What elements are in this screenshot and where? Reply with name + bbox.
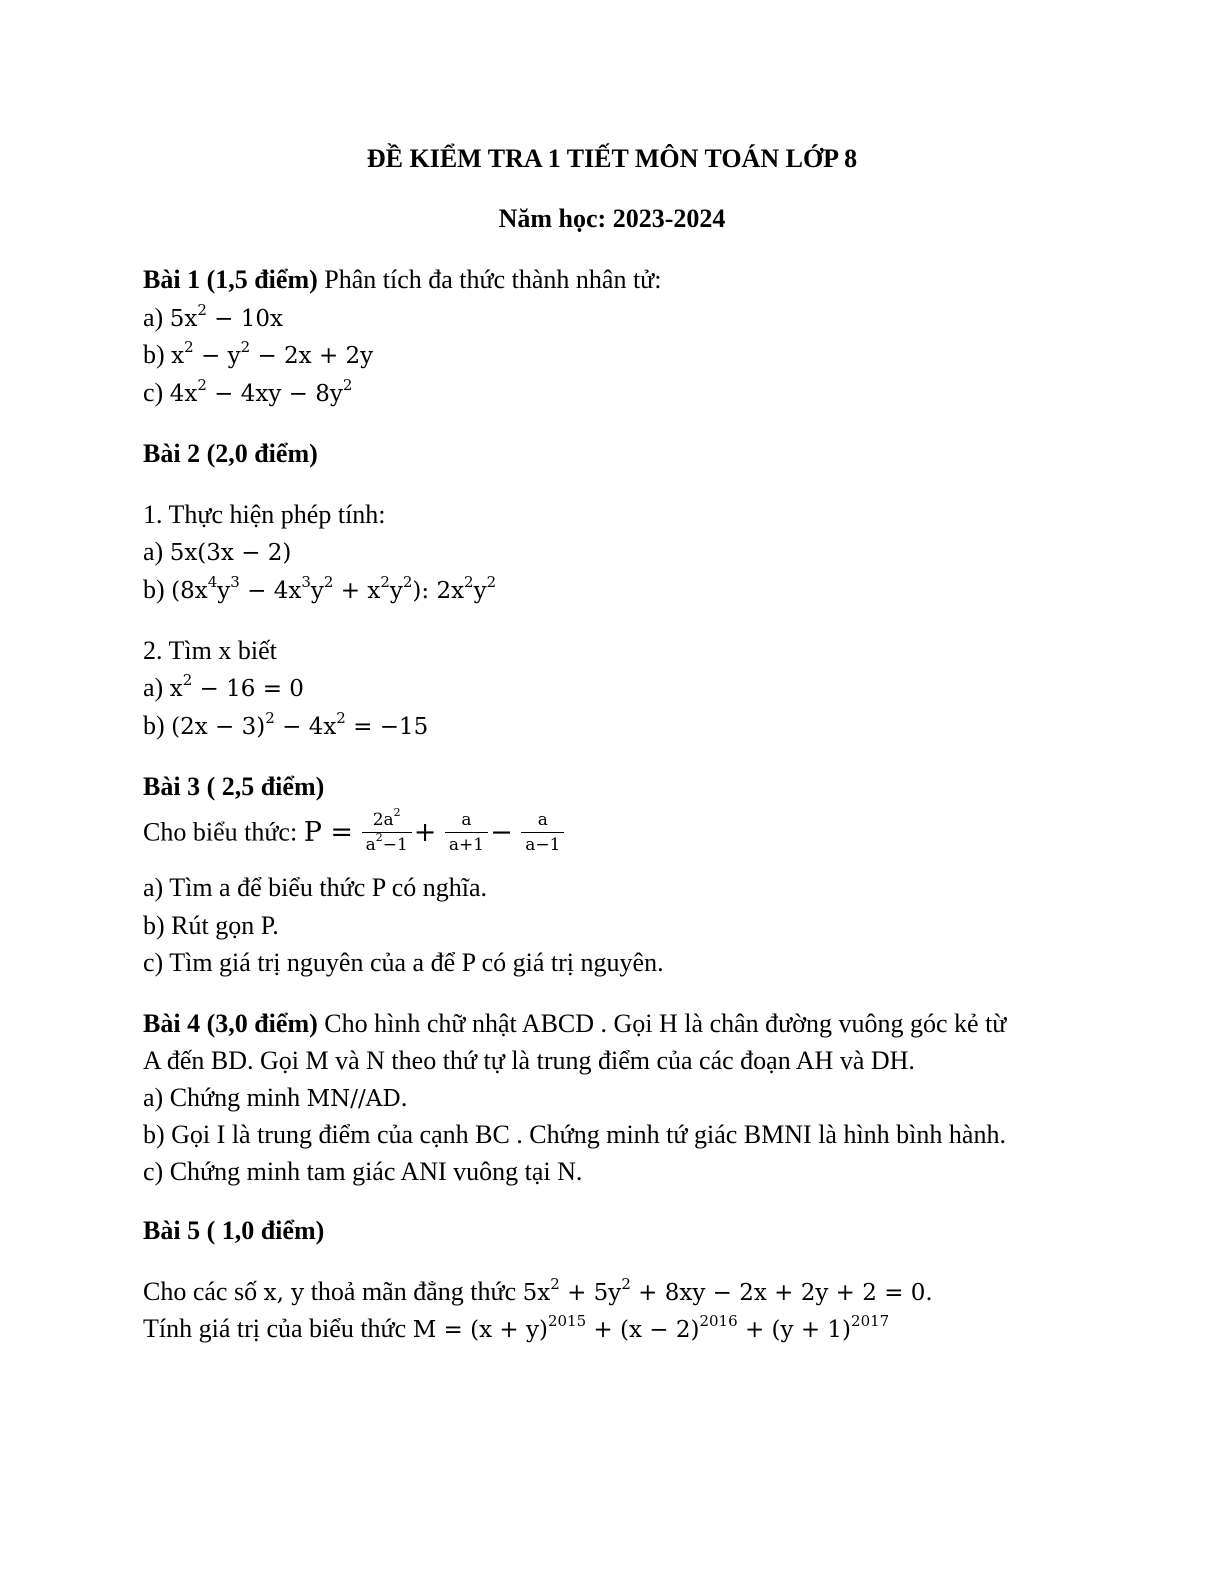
math-expr: 5x(3x − 2) — [169, 540, 292, 566]
bai3-a: a) Tìm a để biểu thức P có nghĩa. — [143, 873, 488, 902]
math-expr: MN//AD — [306, 1086, 401, 1112]
bai4-c: c) Chứng minh tam giác ANI vuông tại N. — [143, 1157, 583, 1186]
bai3-b: b) Rút gọn P. — [143, 911, 279, 940]
bai2-heading-line — [143, 439, 318, 469]
math-expr: $x^2 - 16 = 0$ — [169, 671, 304, 702]
bai3-c: c) Tìm giá trị nguyên của a để P có giá trị nguyên. — [143, 948, 664, 977]
math-expr: P = — [303, 817, 354, 848]
bai5-line1: Cho các số x, y thoả mãn đẳng thức $5x^2 + 5y^2 + 8xy - 2x + 2y + 2 = 0$. — [143, 1275, 933, 1306]
bai1-heading-line — [143, 265, 662, 295]
exam-title: ĐỀ KIỂM TRA 1 TIẾT MÔN TOÁN LỚP 8 — [366, 144, 858, 173]
bai4-a: a) Chứng minh MN//AD. — [143, 1083, 408, 1112]
bai3-expression-line: Cho biểu thức: P = $\frac{2a^2}{a^2-1}$ + $\frac{a}{a+1}$ − $\frac{a}{a-1}$ — [143, 810, 566, 855]
math-expr: $5x^2 - 10x$ — [169, 301, 283, 332]
bai2-2a: a) $x^2 - 16 = 0$ — [143, 671, 304, 702]
math-expr: $5x^2 + 5y^2 + 8xy - 2x + 2y + 2 = 0$. — [522, 1275, 933, 1306]
bai1-c: c) $4x^2 - 4xy - 8y^2$ — [143, 376, 353, 407]
bai4-line1: Bài 4 (3,0 điểm) Cho hình chữ nhật ABCD . Gọi H là chân đường vuông góc kẻ từ — [143, 1009, 1007, 1038]
math-expr: $(8x^4y^3 - 4x^3y^2 + x^2y^2)$: $2x^2y^2$ — [171, 573, 497, 604]
bai1-a: a) $5x^2 - 10x$ — [143, 301, 283, 332]
bai4-b: b) Gọi I là trung điểm của cạnh BC . Chứng minh tứ giác BMNI là hình bình hành. — [143, 1120, 1006, 1149]
bai4-line2: A đến BD. Gọi M và N theo thứ tự là trung điểm của các đoạn AH và DH. — [143, 1046, 915, 1075]
bai2-2b: b) $(2x - 3)^2 - 4x^2 = -15$ — [143, 709, 429, 740]
math-expr: $(2x - 3)^2 - 4x^2 = -15$ — [171, 709, 429, 740]
math-expr: $M = (x + y)^{2015} + (x - 2)^{2016} + (y + 1)^{2017}$ — [412, 1312, 890, 1343]
fraction: $\frac{a}{a+1}$ — [445, 810, 488, 855]
fraction: $\frac{2a^2}{a^2-1}$ — [362, 810, 412, 855]
bai2-1a: a) 5x(3x − 2) — [143, 537, 292, 566]
math-expr: $4x^2 - 4xy - 8y^2$ — [169, 376, 353, 407]
bai2-1b: b) $(8x^4y^3 - 4x^3y^2 + x^2y^2)$: $2x^2y^2$ — [143, 573, 497, 604]
bai3-heading-line — [143, 772, 324, 802]
bai1-b: b) $x^2 - y^2 - 2x + 2y$ — [143, 338, 374, 369]
bai5-line2: Tính giá trị của biểu thức $M = (x + y)^{2015} + (x - 2)^{2016} + (y + 1)^{2017}$ — [143, 1312, 890, 1343]
bai2-heading: Bài 2 (2,0 điểm) — [143, 439, 318, 468]
school-year: Năm học: 2023-2024 — [498, 204, 726, 233]
bai2-part2: 2. Tìm x biết — [143, 636, 277, 665]
fraction: $\frac{a}{a-1}$ — [521, 810, 564, 855]
bai3-heading: Bài 3 ( 2,5 điểm) — [143, 772, 325, 801]
bai1-text: Phân tích đa thức thành nhân tử: — [317, 265, 662, 294]
math-expr: $x^2 - y^2 - 2x + 2y$ — [171, 338, 374, 369]
bai5-heading: Bài 5 ( 1,0 điểm) — [143, 1216, 325, 1245]
bai1-heading: Bài 1 (1,5 điểm) — [143, 265, 318, 294]
bai2-part1: 1. Thực hiện phép tính: — [143, 500, 386, 529]
math-expr: x, y — [263, 1280, 305, 1306]
bai5-heading-line — [143, 1216, 324, 1246]
bai4-heading: Bài 4 (3,0 điểm) — [143, 1009, 318, 1038]
